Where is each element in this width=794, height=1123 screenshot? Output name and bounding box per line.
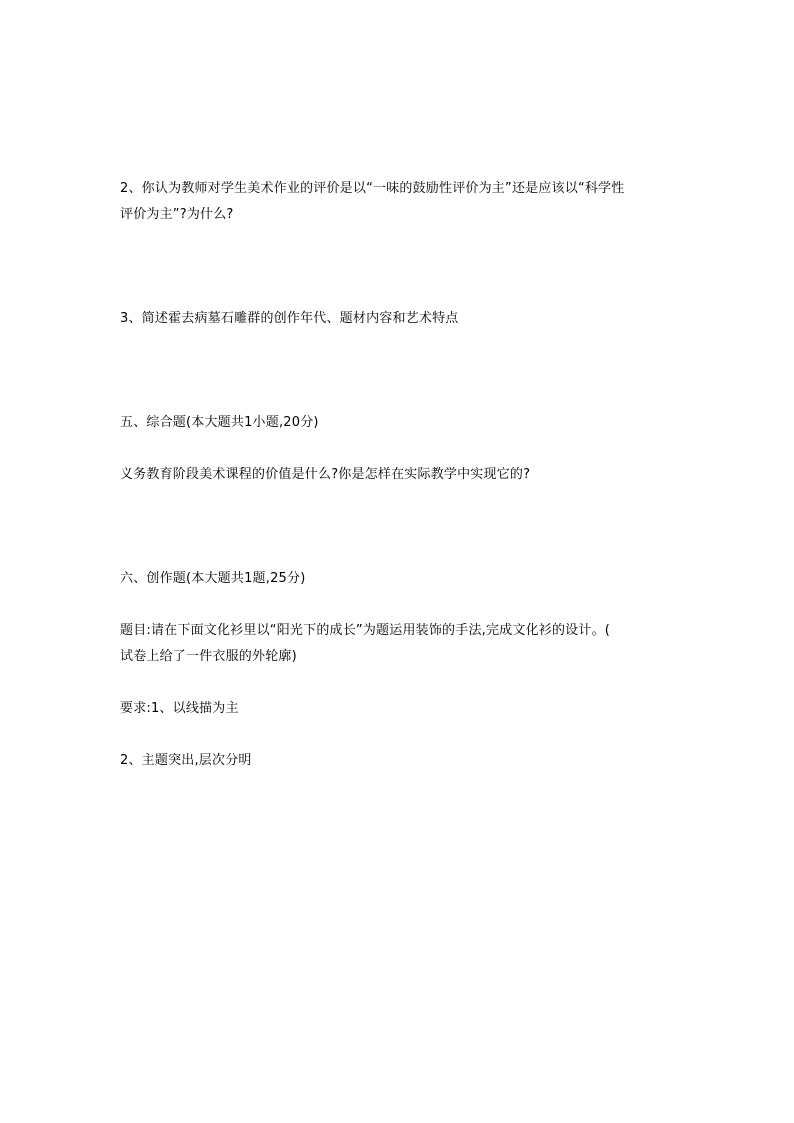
question-2-line-1: 2、你认为教师对学生美术作业的评价是以“一味的鼓励性评价为主”还是应该以“科学性 [120, 181, 625, 196]
question-3: 3、简述霍去病墓石雕群的创作年代、题材内容和艺术特点 [120, 311, 459, 326]
section-6-prompt-line-2: 试卷上给了一件衣服的外轮廓) [120, 649, 297, 664]
section-6-heading: 六、创作题(本大题共1题,25分) [120, 571, 306, 586]
question-2-line-2: 评价为主”?为什么? [120, 207, 234, 222]
section-5-heading: 五、综合题(本大题共1小题,20分) [120, 415, 319, 430]
section-6-prompt-line-1: 题目:请在下面文化衫里以“阳光下的成长”为题运用装饰的手法,完成文化衫的设计。( [120, 623, 611, 638]
section-6-requirement-1: 要求:1、以线描为主 [120, 701, 239, 716]
section-6-requirement-2: 2、主题突出,层次分明 [120, 753, 252, 768]
section-5-question: 义务教育阶段美术课程的价值是什么?你是怎样在实际教学中实现它的? [120, 467, 531, 482]
